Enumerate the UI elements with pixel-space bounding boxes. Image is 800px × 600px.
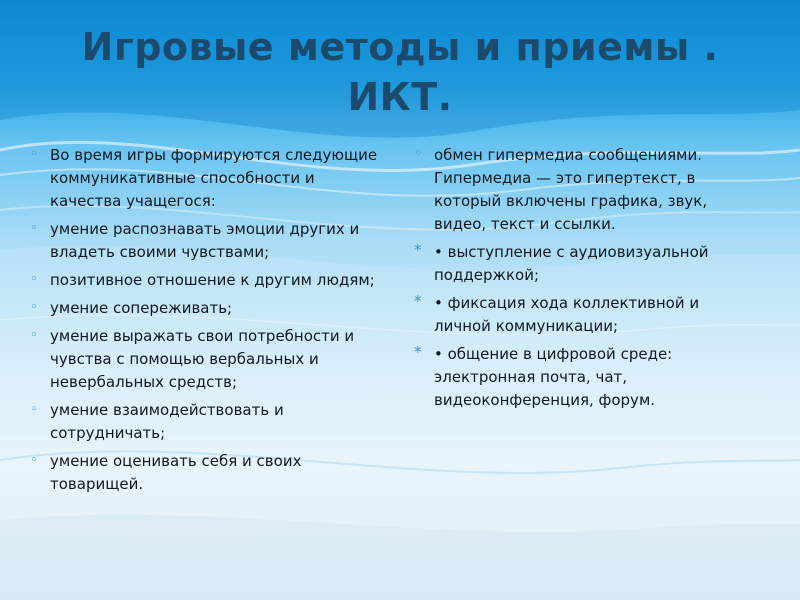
list-item	[28, 144, 388, 213]
list-item-text: • общение в цифровой среде: электронная почта, чат, видеоконференция, форум.	[434, 345, 673, 409]
list-item	[28, 297, 388, 320]
list-item-text: обмен гипермедиа сообщениями. Гипермедиа — это гипертекст, в который включены графика, звук, видео, текст и ссылки.	[434, 146, 708, 233]
asterisk-bullet-icon: *	[414, 292, 422, 310]
bullet-icon: ◦	[30, 272, 38, 287]
bullet-icon: ◦	[30, 147, 38, 162]
bullet-icon: ◦	[30, 402, 38, 417]
list-item-text: умение оценивать себя и своих товарищей.	[50, 452, 302, 493]
list-item-text: умение выражать свои потребности и чувства с помощью вербальных и невербальных средств;	[50, 327, 355, 391]
list-item-text: умение распознавать эмоции других и владеть своими чувствами;	[50, 220, 360, 261]
list-item	[28, 218, 388, 264]
list-item	[28, 399, 388, 445]
slide-title-line-1: Игровые методы и приемы .	[81, 25, 719, 69]
list-item-text: позитивное отношение к другим людям;	[50, 271, 375, 289]
list-item	[412, 241, 742, 287]
bullet-icon: ◦	[30, 221, 38, 236]
list-item-text: умение сопереживать;	[50, 299, 233, 317]
list-item-text: • фиксация хода коллективной и личной коммуникации;	[434, 294, 700, 335]
slide-title	[20, 22, 780, 122]
list-item	[28, 269, 388, 292]
list-item-text: умение взаимодействовать и сотрудничать;	[50, 401, 284, 442]
bullet-icon: ◦	[414, 144, 423, 162]
asterisk-bullet-icon: *	[414, 343, 422, 361]
list-item	[28, 450, 388, 496]
list-item	[412, 144, 742, 236]
bullet-icon: ◦	[30, 328, 38, 343]
right-bullet-list	[412, 144, 742, 417]
list-item	[412, 343, 742, 412]
list-item	[412, 292, 742, 338]
bullet-icon: ◦	[30, 453, 38, 468]
slide-title-line-2: ИКТ.	[347, 75, 453, 119]
list-item	[28, 325, 388, 394]
list-item-text: • выступление с аудиовизуальной поддержкой;	[434, 243, 709, 284]
asterisk-bullet-icon: *	[414, 241, 422, 259]
bullet-icon: ◦	[30, 300, 38, 315]
left-bullet-list	[28, 144, 388, 501]
list-item-text: Во время игры формируются следующие коммуникативные способности и качества учащегося:	[50, 146, 378, 210]
